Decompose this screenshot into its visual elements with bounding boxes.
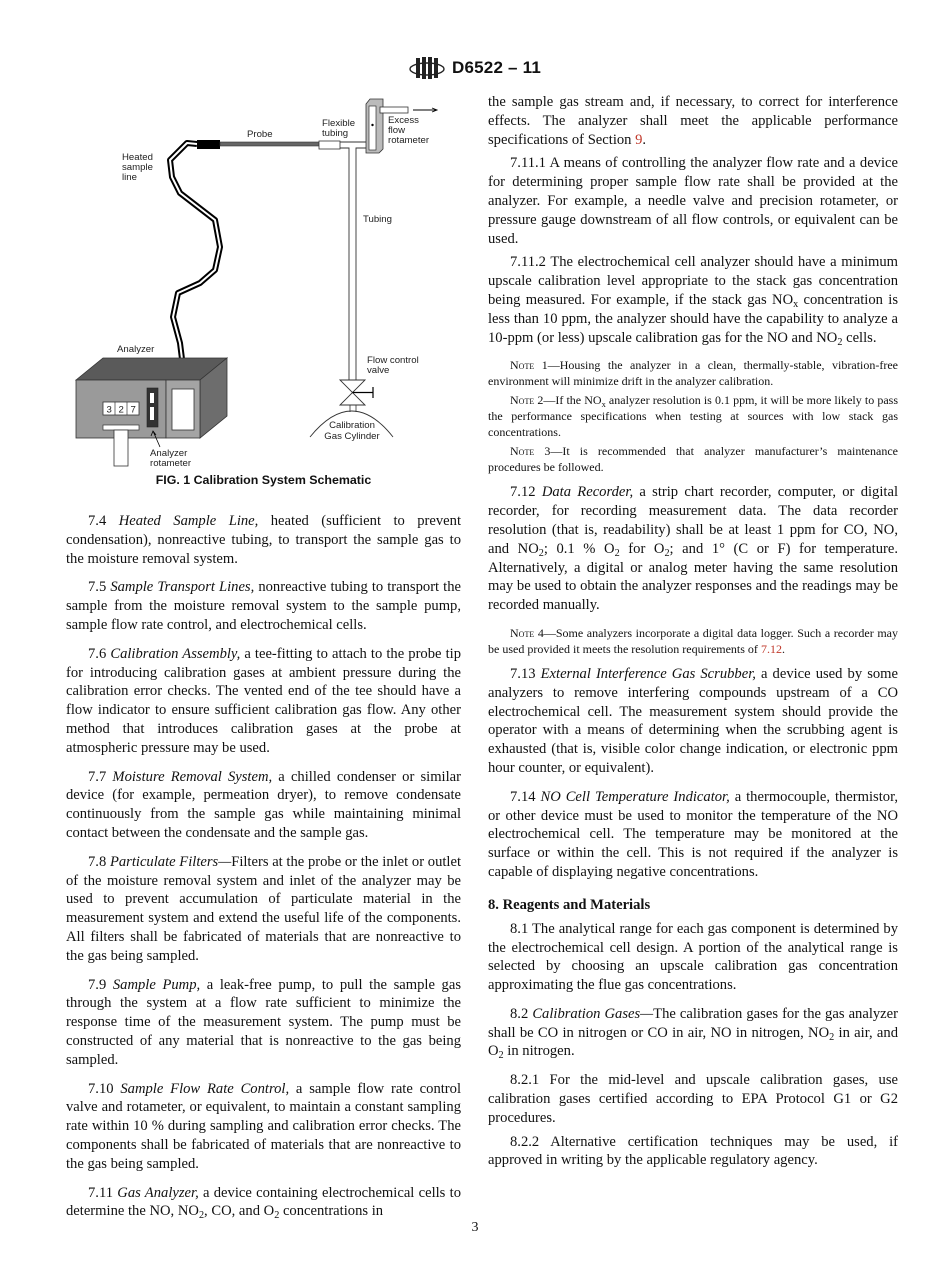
note-4: Note 4—Some analyzers incorporate a digital data logger. Such a recorder may be used provided it meets the resolution requirements of 7.12. [488,625,898,656]
paragraph-7-10: 7.10 Sample Flow Rate Control, a sample flow rate control valve and rotameter, or equivalent, to maintain a constant sampling rate within 10 % during sampling and calibration error checks. The components shall be fabricated of materials that are nonreactive to the gas being sampled. [66,1080,462,1172]
cross-reference-link[interactable]: 7.12 [760,641,782,656]
paragraph-8-1: 8.1 The analytical range for each gas component is determined by the electrochemical cell design. A portion of the analytical range is selected by choosing an upscale calibration gas concentration approximating the flue gas concentrations. [488,920,898,994]
italic-term: External Interference Gas Scrubber, [540,665,756,682]
subscript: 2 [274,1210,280,1222]
italic-term: Particulate Filters— [109,853,232,870]
svg-text:7: 7 [130,404,136,416]
svg-text:Analyzer: Analyzer [150,448,188,459]
paragraph-7-9: 7.9 Sample Pump, a leak-free pump, to pull the sample gas through the system at a flow rate sufficient to minimize the response time of the measurement system. The pump must be constructed of any material that is nonreactive to the gas being sampled. [66,976,462,1068]
right-column [488,93,898,1175]
calibration-system-schematic [60,90,460,470]
note-3: Note 3—It is recommended that analyzer manufacturer’s maintenance procedures be followed. [488,444,898,475]
paragraph-7-5: 7.5 Sample Transport Lines, nonreactive tubing to transport the sample from the moisture removal system to the sample pump, sample flow rate control, and electrochemical cells. [66,579,461,633]
subscript: 2 [538,547,544,559]
note-label: Note [510,393,535,408]
cross-reference-link[interactable]: 9 [635,131,643,148]
note-label: Note [510,444,535,459]
paragraph-8-2-2: 8.2.2 Alternative certification techniques may be used, if approved in writing by the applicable regulatory agency. [488,1133,898,1169]
svg-text:line: line [122,172,137,183]
left-column [66,512,461,1226]
standard-designation: D6522 – 11 [452,58,541,77]
svg-text:valve: valve [367,365,390,376]
svg-text:Probe: Probe [247,129,273,140]
note-label: Note [510,358,535,373]
probe [220,142,319,146]
page-header [408,56,541,80]
subscript: 2 [498,1050,504,1062]
italic-term: Heated Sample Line, [118,513,259,529]
svg-text:Tubing: Tubing [363,214,392,225]
paragraph-7-12: 7.12 Data Recorder, a strip chart recorder, computer, or digital recorder, for recording measurement data. The data recorder resolution (that is, readability) shall be at least 1 ppm for CO, NO, and $NO_2$; 0.1 % $O_2$ for $O_2$; and 1° (C or F) for temperature. Alternatively, a digital or analog meter having the same resolution may be used to obtain the analyzer responses and the readings may be recorded manually. [488,484,898,614]
italic-term: Sample Pump, [112,976,201,993]
subscript: 2 [829,1031,835,1043]
section-heading: 8. Reagents and Materials [488,896,651,913]
paragraph-7-11-2: 7.11.2 The electrochemical cell analyzer should have a minimum upscale calibration level appropriate to the stack gas concentration being measured. For example, if the stack gas $NO_x$ concentration is less than 10 ppm, the analyzer should have the capability to analyze a 10-ppm (or less) upscale calibration gas for the NO and $NO_2$ cells. [488,254,898,348]
italic-term: Calibration Gases— [532,1005,654,1022]
astm-logo-icon [408,56,446,80]
subscript: 2 [664,547,670,559]
svg-text:2: 2 [118,404,124,416]
note-label: Note [510,625,535,640]
subscript: 2 [614,547,620,559]
italic-term: Data Recorder, [541,484,634,501]
svg-text:tubing: tubing [322,128,349,139]
paragraph-7-11-1: 7.11.1 A means of controlling the analyzer flow rate and a device for determining proper sample flow rate shall be provided at the analyzer. For example, a needle valve and precision rotameter, or pressure gauge downstream of all flow controls, or equivalent can be used. [488,155,898,247]
note-1: Note 1—Housing the analyzer in a clean, thermally-stable, vibration-free environment will minimize drift in the analyzer calibration. [488,358,898,389]
svg-text:Excess: Excess [388,115,419,126]
svg-text:Gas Cylinder: Gas Cylinder [324,431,380,442]
flexible-tubing [319,141,340,149]
italic-term: Gas Analyzer, [117,1184,199,1201]
italic-term: Calibration Assembly, [110,645,241,662]
svg-text:rotameter: rotameter [388,135,430,146]
svg-text:Analyzer: Analyzer [117,344,155,355]
paragraph-7-8: 7.8 Particulate Filters—Filters at the probe or the inlet or outlet of the moisture removal system and inlet of the analyzer may be used to prevent accumulation of particulate material in the measurement system and extend the useful life of the components. All filters shall be fabricated of materials that are nonreactive to the gas being sampled. [66,853,462,964]
exhaust-arrow-icon [413,108,437,112]
italic-term: NO Cell Temperature Indicator, [540,788,730,805]
paragraph-7-4: 7.4 Heated Sample Line, heated (sufficient to prevent condensation), nonreactive tubing, to transport the sample gas to the moisture removal system. [66,513,462,567]
subscript: x [601,400,606,410]
italic-term: Sample Flow Rate Control, [120,1080,290,1097]
svg-text:rotameter: rotameter [150,458,192,469]
paragraph-8-2-1: 8.2.1 For the mid-level and upscale calibration gases, use calibration gases certified according to EPA Protocol G1 or G2 procedures. [488,1072,898,1126]
paragraph-7-14: 7.14 NO Cell Temperature Indicator, a thermocouple, thermistor, or other device must be used to monitor the temperature of the NO electrochemical cell. The temperature may be monitored at the surface or within the cell. This is not required if the analyzer is capable of displaying negative concentrations. [488,788,899,880]
svg-text:Calibration: Calibration [329,420,375,431]
svg-text:flow: flow [388,125,406,136]
subscript: 2 [198,1210,205,1222]
paragraph-7-7: 7.7 Moisture Removal System, a chilled condenser or similar device (for example, permeation dryer), to remove condensate continuously from the sample gas while maintaining minimal contact between the condensate and the sample gas. [66,768,462,841]
figure-caption: FIG. 1 Calibration System Schematic [155,473,372,487]
paragraph-7-13: 7.13 External Interference Gas Scrubber, a device used by some analyzers to remove interfering compounds upstream of a CO electrochemical cell. The measurement system should provide the operator with a means of determining when the scrubbing agent is exhausted (that is, visible color change indication, or electronic ppm hour counter, or equivalent). [488,665,899,776]
paragraph-8-2: 8.2 Calibration Gases—The calibration gases for the gas analyzer shall be CO in nitrogen or CO in air, NO in nitrogen, $NO_2$ in air, and $O_2$ in nitrogen. [488,1005,899,1062]
paragraph-7-11-cont: the sample gas stream and, if necessary, to correct for interference effects. The analyzer shall meet the applicable performance specifications of Section 9. [488,94,898,148]
paragraph-7-6: 7.6 Calibration Assembly, a tee-fitting to attach to the probe tip for introducing calibration gases at ambient pressure during the calibration error checks. The vented end of the tee should have a flow indicator to ensure sufficient calibration gas flow. Any other method that introduces calibration gases at the probe at atmospheric pressure may be used. [66,645,461,756]
paragraph-7-11: 7.11 Gas Analyzer, a device containing electrochemical cells to determine the NO, $NO_2$, CO, and $O_2$ concentrations in [66,1184,461,1222]
subscript: 2 [837,336,843,348]
page-number: 3 [471,1220,479,1235]
italic-term: Moisture Removal System, [112,768,273,785]
svg-text:Heated: Heated [122,152,153,163]
probe-tip [197,140,220,149]
analyzer-window [172,389,194,430]
subscript: x [793,298,799,310]
analyzer-outlet [114,430,128,466]
note-2: Note 2—If the $NO_x$ analyzer resolution is 0.1 ppm, it will be more likely to pass the performance specifications when testing at sources with low stack gas concentrations. [488,393,898,440]
svg-text:sample: sample [122,162,153,173]
svg-text:Flow control: Flow control [367,355,419,366]
italic-term: Sample Transport Lines, [110,579,255,596]
svg-text:3: 3 [106,404,112,416]
svg-text:Flexible: Flexible [322,118,356,129]
